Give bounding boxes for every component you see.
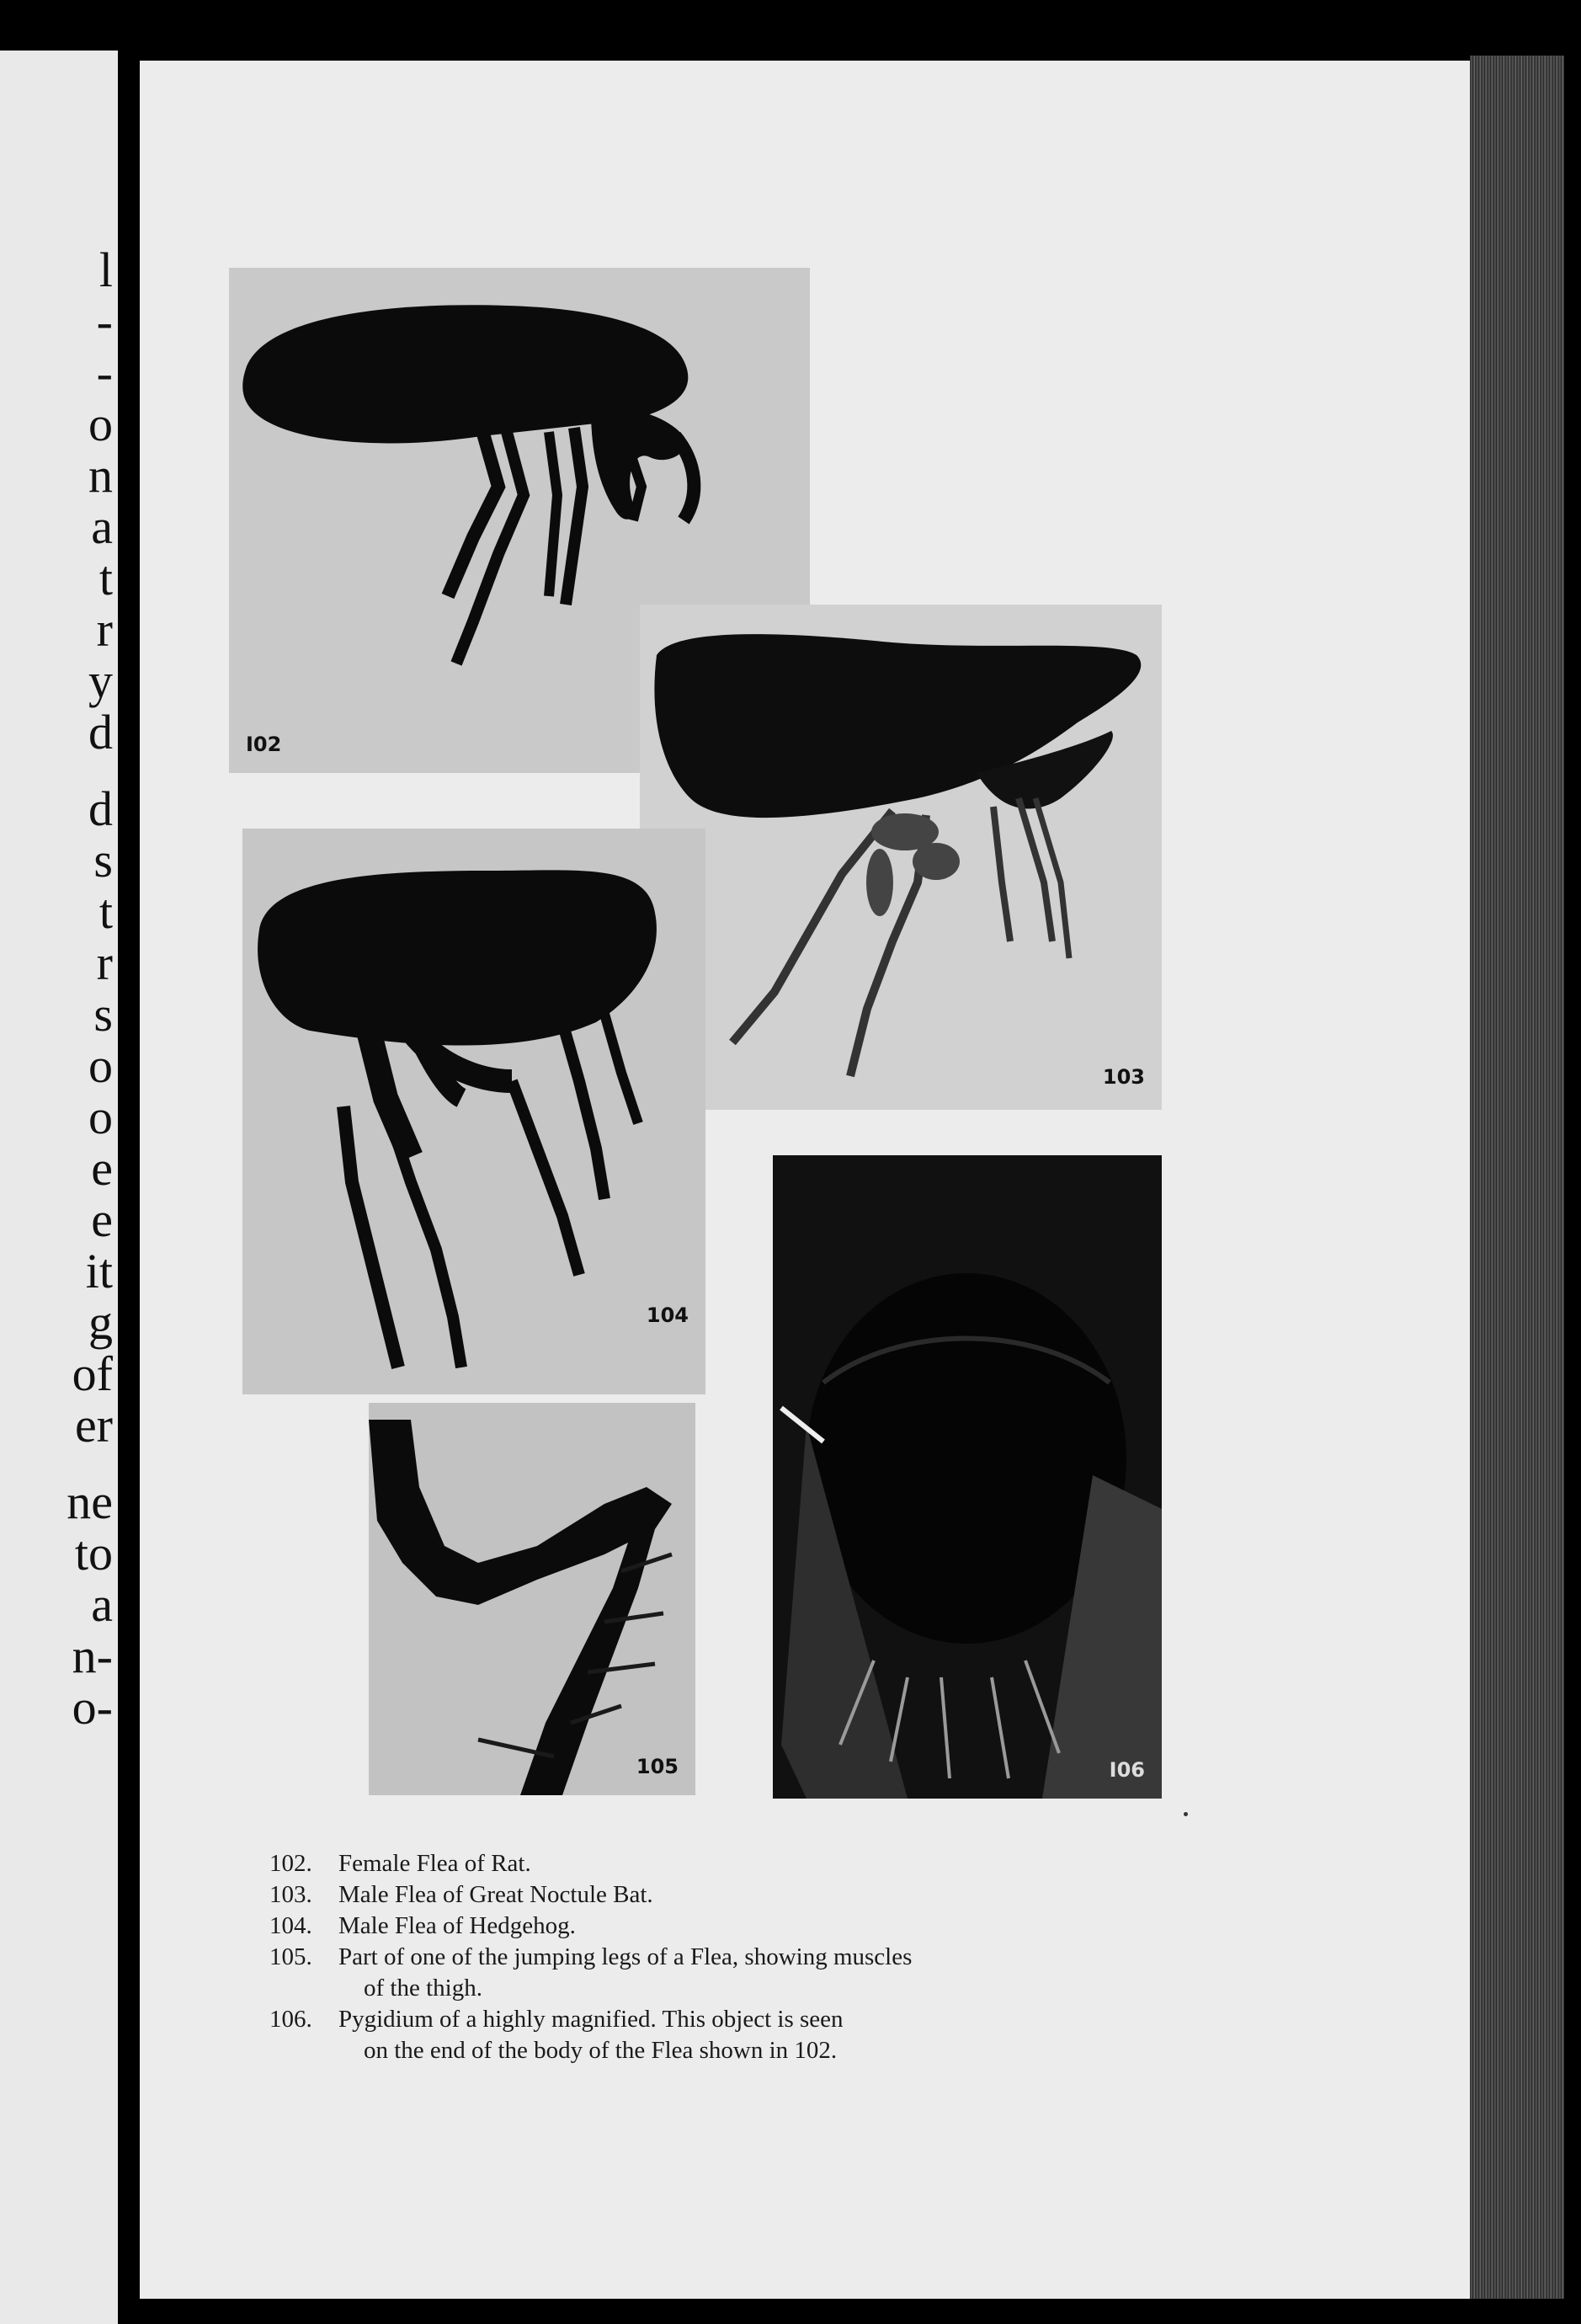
plate-105-image bbox=[369, 1403, 695, 1795]
plate-104-number: 104 bbox=[646, 1303, 689, 1327]
figure-captions bbox=[269, 1848, 1179, 2066]
plate-103-number: 103 bbox=[1102, 1065, 1145, 1089]
plate-104-image bbox=[242, 829, 705, 1394]
caption-102: 102. Female Flea of Rat. bbox=[269, 1850, 531, 1877]
pygidium-icon bbox=[773, 1155, 1162, 1799]
page-edges bbox=[1470, 56, 1564, 2299]
caption-105: 105. Part of one of the jumping legs of a Flea, showing muscles of the thigh. bbox=[269, 1943, 913, 2002]
left-page-fragment bbox=[0, 51, 118, 2324]
flea-leg-icon bbox=[369, 1403, 695, 1795]
page-speck bbox=[1184, 1812, 1188, 1816]
flea-silhouette-icon bbox=[242, 829, 705, 1394]
plate-103-image bbox=[640, 605, 1162, 1110]
plate-106-image bbox=[773, 1155, 1162, 1799]
caption-104: 104. Male Flea of Hedgehog. bbox=[269, 1912, 576, 1939]
flea-silhouette-icon bbox=[640, 605, 1162, 1110]
plate-102-number: I02 bbox=[246, 733, 282, 756]
left-page-text: l - - o n a t r y d d s t r s o o e e it g of er ne to a n- o- bbox=[67, 243, 113, 1735]
caption-106: 106. Pygidium of a highly magnified. This object is seen on the end of the body of the Flea shown in 102. bbox=[269, 2006, 844, 2064]
caption-103: 103. Male Flea of Great Noctule Bat. bbox=[269, 1881, 653, 1908]
plate-105-number: 105 bbox=[636, 1755, 679, 1778]
book-gutter bbox=[118, 0, 140, 2324]
plate-106-number: I06 bbox=[1109, 1758, 1145, 1782]
